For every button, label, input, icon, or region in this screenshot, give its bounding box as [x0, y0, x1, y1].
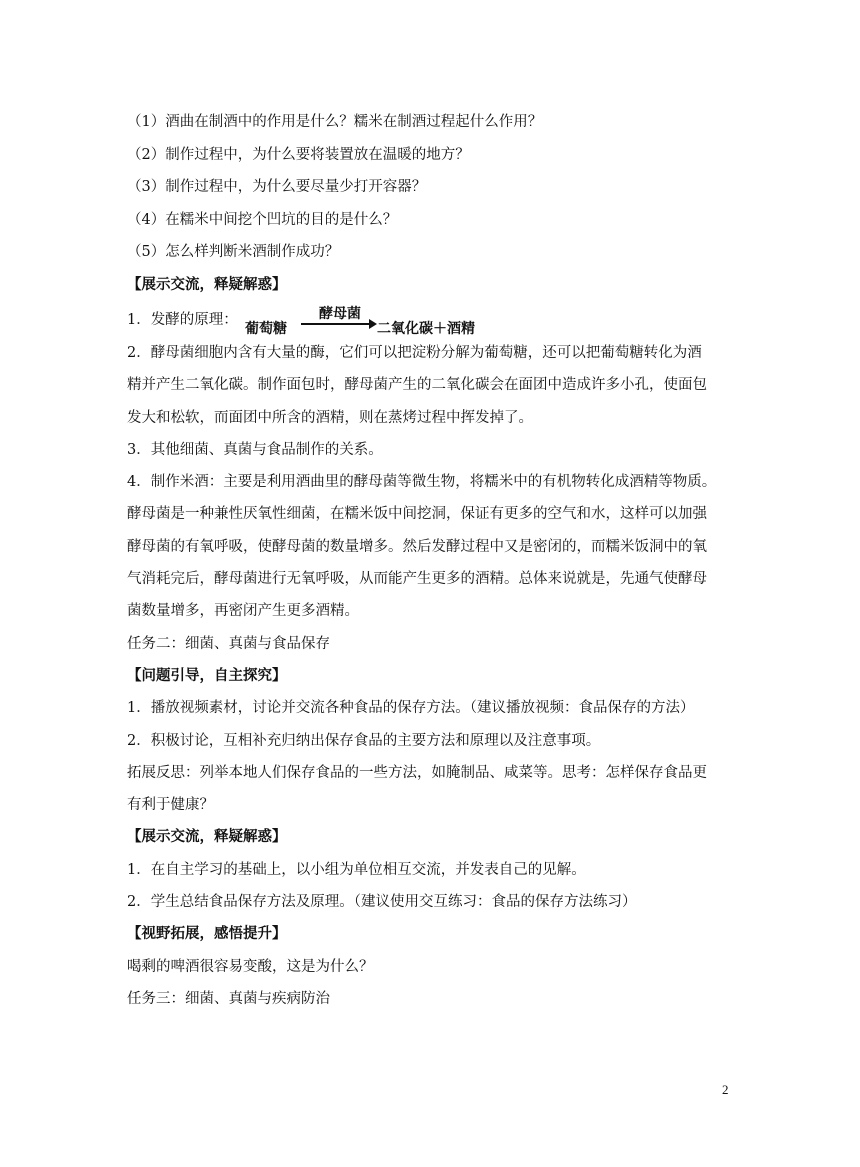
question-4: （4）在糯米中间挖个凹坑的目的是什么？ — [127, 211, 398, 228]
heading-inquiry — [127, 660, 737, 692]
fermentation-principle — [127, 303, 737, 337]
heading-line: 【展示交流，释疑解惑】 — [127, 829, 287, 846]
question-1: （1）酒曲在制酒中的作用是什么？糯米在制酒过程起什么作用？ — [127, 114, 543, 130]
question-2: （2）制作过程中，为什么要将装置放在温暖的地方？ — [127, 146, 470, 163]
paragraph-yeast-enzymes — [127, 337, 737, 434]
vision-question — [127, 951, 737, 983]
page-number: 2 — [722, 1082, 729, 1097]
question-5: （5）怎么样判断米酒制作成功？ — [127, 244, 340, 260]
paragraph-line: 任务二：细菌、真菌与食品保存 — [127, 635, 330, 652]
task-two-title — [127, 628, 737, 660]
paragraph-line: 拓展反思：列举本地人们保存食品的一些方法，如腌制品、咸菜等。思考：怎样保存食品更 — [127, 764, 707, 781]
task-three-title — [127, 983, 737, 1015]
paragraph-line: 菌数量增多，再密闭产生更多酒精。 — [127, 603, 359, 620]
page-content — [127, 108, 737, 1015]
formula-products: 二氧化碳＋酒精 — [377, 321, 475, 337]
paragraph-line: 4．制作米酒：主要是利用酒曲里的酵母菌等微生物，将糯米中的有机物转化成酒精等物质。 — [127, 474, 717, 491]
paragraph-line: 任务三：细菌、真菌与疾病防治 — [127, 990, 330, 1007]
paragraph-line: 喝剩的啤酒很容易变酸，这是为什么？ — [127, 958, 374, 975]
heading-line: 【问题引导，自主探究】 — [127, 667, 287, 684]
paragraph-line: 2．酵母菌细胞内含有大量的酶，它们可以把淀粉分解为葡萄糖，还可以把葡萄糖转化为酒 — [127, 345, 702, 361]
inquiry-list — [127, 692, 737, 757]
reaction-arrowhead — [369, 319, 377, 329]
paragraph-line: 3．其他细菌、真菌与食品制作的关系。 — [127, 441, 383, 458]
heading-line: 【视野拓展，感悟提升】 — [127, 926, 287, 943]
show-exchange-list — [127, 854, 737, 919]
paragraph-line: 发大和松软，而面团中所含的酒精，则在蒸烤过程中挥发掉了。 — [127, 409, 533, 426]
fermentation-formula — [245, 297, 475, 337]
item-other-microbes — [127, 434, 737, 466]
paragraph-line: 酵母菌是一种兼性厌氧性细菌，在糯米饭中间挖洞，保证有更多的空气和水，这样可以加强 — [127, 506, 707, 523]
formula-condition: 酵母菌 — [319, 306, 361, 322]
heading-show-exchange-1: 【展示交流，释疑解惑】 — [127, 276, 287, 293]
paragraph-line: 气消耗完后，酵母菌进行无氧呼吸，从而能产生更多的酒精。总体来说就是，先通气使酵母 — [127, 571, 707, 588]
heading-vision — [127, 918, 737, 950]
paragraph-rice-wine — [127, 466, 737, 627]
list-item: 1．播放视频素材，讨论并交流各种食品的保存方法。（建议播放视频：食品保存的方法） — [127, 700, 695, 717]
list-item: 2．学生总结食品保存方法及原理。（建议使用交互练习：食品的保存方法练习） — [127, 894, 637, 911]
list-item: 2．积极讨论，互相补充归纳出保存食品的主要方法和原理以及注意事项。 — [127, 732, 601, 749]
heading-show-exchange-2 — [127, 821, 737, 853]
paragraph-line: 精并产生二氧化碳。制作面包时，酵母菌产生的二氧化碳会在面团中造成许多小孔，使面包 — [127, 377, 707, 394]
extension-reflection — [127, 757, 737, 822]
formula-prefix: 1．发酵的原理： — [127, 312, 238, 328]
question-3: （3）制作过程中，为什么要尽量少打开容器？ — [127, 179, 427, 195]
paragraph-line: 酵母菌的有氧呼吸，使酵母菌的数量增多。然后发酵过程中又是密闭的，而糯米饭洞中的氧 — [127, 538, 707, 555]
paragraph-line: 有利于健康？ — [127, 797, 214, 814]
formula-reactant: 葡萄糖 — [245, 321, 287, 337]
reaction-arrow — [301, 323, 373, 325]
list-item: 1．在自主学习的基础上，以小组为单位相互交流，并发表自己的见解。 — [127, 861, 586, 878]
